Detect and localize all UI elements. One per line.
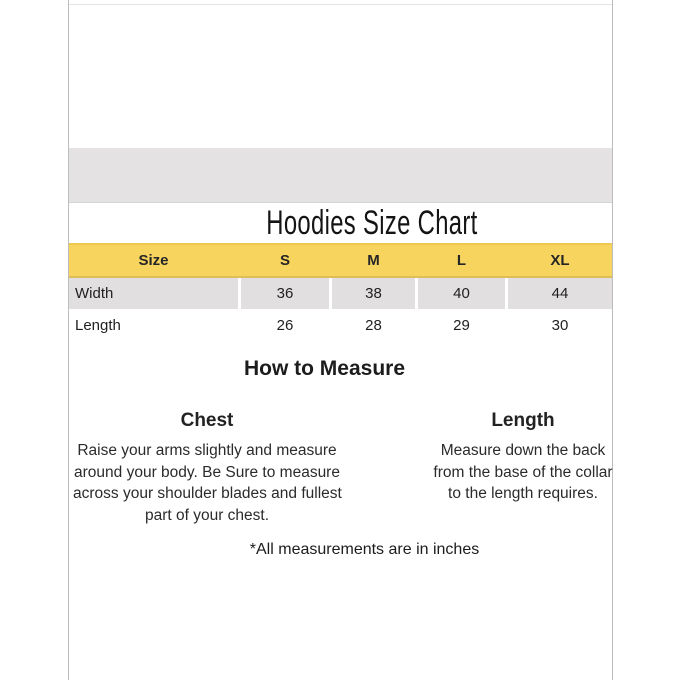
length-value-s: 26	[241, 309, 329, 341]
how-to-measure-row	[69, 357, 612, 381]
header-cell-m: M	[367, 252, 380, 269]
width-value-xl: 44	[508, 278, 612, 309]
chest-text-line: Raise your arms slightly and measure	[77, 442, 337, 459]
header-cell-l: L	[456, 252, 467, 269]
chest-instructions	[73, 408, 341, 526]
length-value-m: 28	[332, 309, 415, 341]
table-row-length	[69, 309, 612, 341]
chest-heading: Chest	[180, 410, 234, 431]
length-text	[433, 440, 613, 505]
footnote-row	[69, 541, 612, 559]
length-value-l: 29	[418, 309, 505, 341]
chest-text-line: around your body. Be Sure to measure	[74, 463, 340, 481]
measurements-footnote: *All measurements are in inches	[249, 541, 480, 558]
chest-text-line: part of your chest.	[144, 506, 270, 524]
header-cell-s: S	[279, 252, 290, 269]
length-text-line: to the length requires.	[448, 485, 598, 502]
how-to-measure-heading: How to Measure	[243, 357, 406, 380]
table-row-width	[69, 278, 612, 309]
length-heading: Length	[491, 410, 555, 431]
size-table-header-row	[69, 243, 612, 278]
width-value-s: 36	[241, 278, 329, 309]
row-label-length: Length	[69, 309, 238, 341]
size-table	[69, 243, 612, 341]
top-divider	[69, 4, 612, 5]
length-instructions	[433, 408, 613, 505]
length-value-xl: 30	[508, 309, 612, 341]
header-cell-size: Size	[138, 252, 169, 269]
chest-text-line: across your shoulder blades and fullest	[73, 485, 342, 502]
chart-title: Hoodies Size Chart	[265, 203, 478, 242]
length-text-line: from the base of the collar	[433, 463, 613, 481]
header-cell-xl: XL	[550, 252, 570, 269]
width-value-l: 40	[418, 278, 505, 309]
size-chart-panel	[68, 0, 613, 680]
chest-text	[73, 440, 341, 526]
row-label-width: Width	[69, 278, 238, 309]
chart-title-row	[69, 202, 612, 243]
width-value-m: 38	[332, 278, 415, 309]
header-band	[69, 148, 612, 203]
length-text-line: Measure down the back	[440, 442, 606, 459]
